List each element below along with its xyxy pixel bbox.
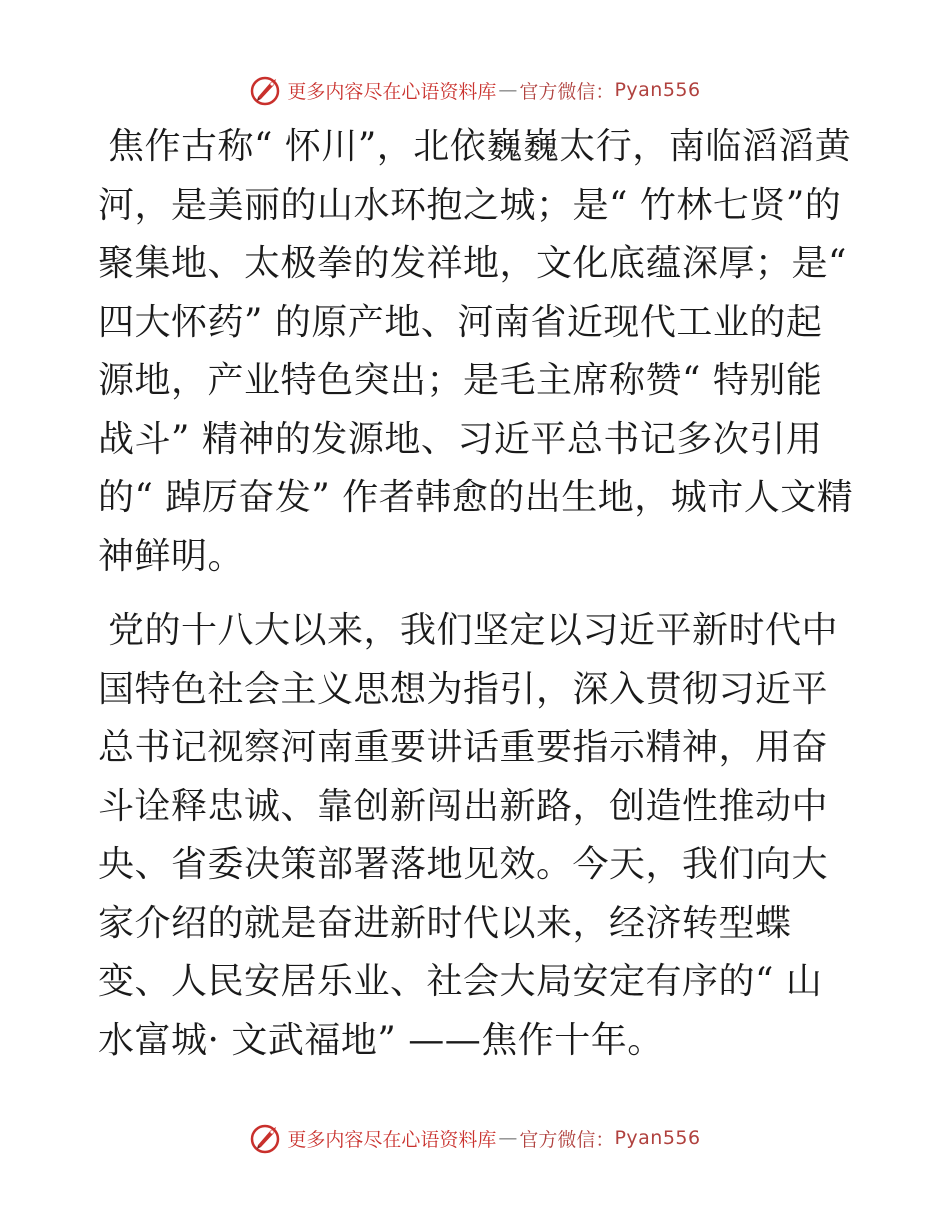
pen-quill-logo-icon bbox=[249, 73, 283, 107]
watermark-dash: — bbox=[498, 79, 518, 101]
header-watermark bbox=[0, 70, 950, 110]
watermark-wechat-id: Pyan556 bbox=[614, 1127, 701, 1149]
watermark-main-text: 更多内容尽在心语资料库 bbox=[287, 80, 497, 103]
paragraph-intro: 焦作古称“ 怀川”，北依巍巍太行，南临滔滔黄河，是美丽的山水环抱之城；是“ 竹林七贤”的聚集地、太极拳的发祥地，文化底蕴深厚；是“ 四大怀药” 的原产地、河南省近现代工业的起源地，产业特色突出；是毛主席称赞“ 特别能战斗” 精神的发源地、习近平总书记多次引用的“ 踔厉奋发” 作者韩愈的出生地，城市人文精神鲜明。 bbox=[98, 126, 854, 577]
watermark-dash: — bbox=[498, 1127, 518, 1149]
document-body bbox=[98, 118, 858, 1070]
watermark-wechat-label: 官方微信： bbox=[519, 80, 615, 103]
watermark-main-text: 更多内容尽在心语资料库 bbox=[287, 1128, 497, 1151]
paragraph-decade: 党的十八大以来，我们坚定以习近平新时代中国特色社会主义思想为指引，深入贯彻习近平总书记视察河南重要讲话重要指示精神，用奋斗诠释忠诚、靠创新闯出新路，创造性推动中央、省委决策部署落地见效。今天，我们向大家介绍的就是奋进新时代以来，经济转型蝶变、人民安居乐业、社会大局安定有序的“ 山水富城· 文武福地” ——焦作十年。 bbox=[98, 610, 839, 1061]
watermark-wechat-id: Pyan556 bbox=[614, 79, 701, 101]
footer-watermark bbox=[0, 1118, 950, 1158]
pen-quill-logo-icon bbox=[249, 1121, 283, 1155]
watermark-wechat-label: 官方微信： bbox=[519, 1128, 615, 1151]
